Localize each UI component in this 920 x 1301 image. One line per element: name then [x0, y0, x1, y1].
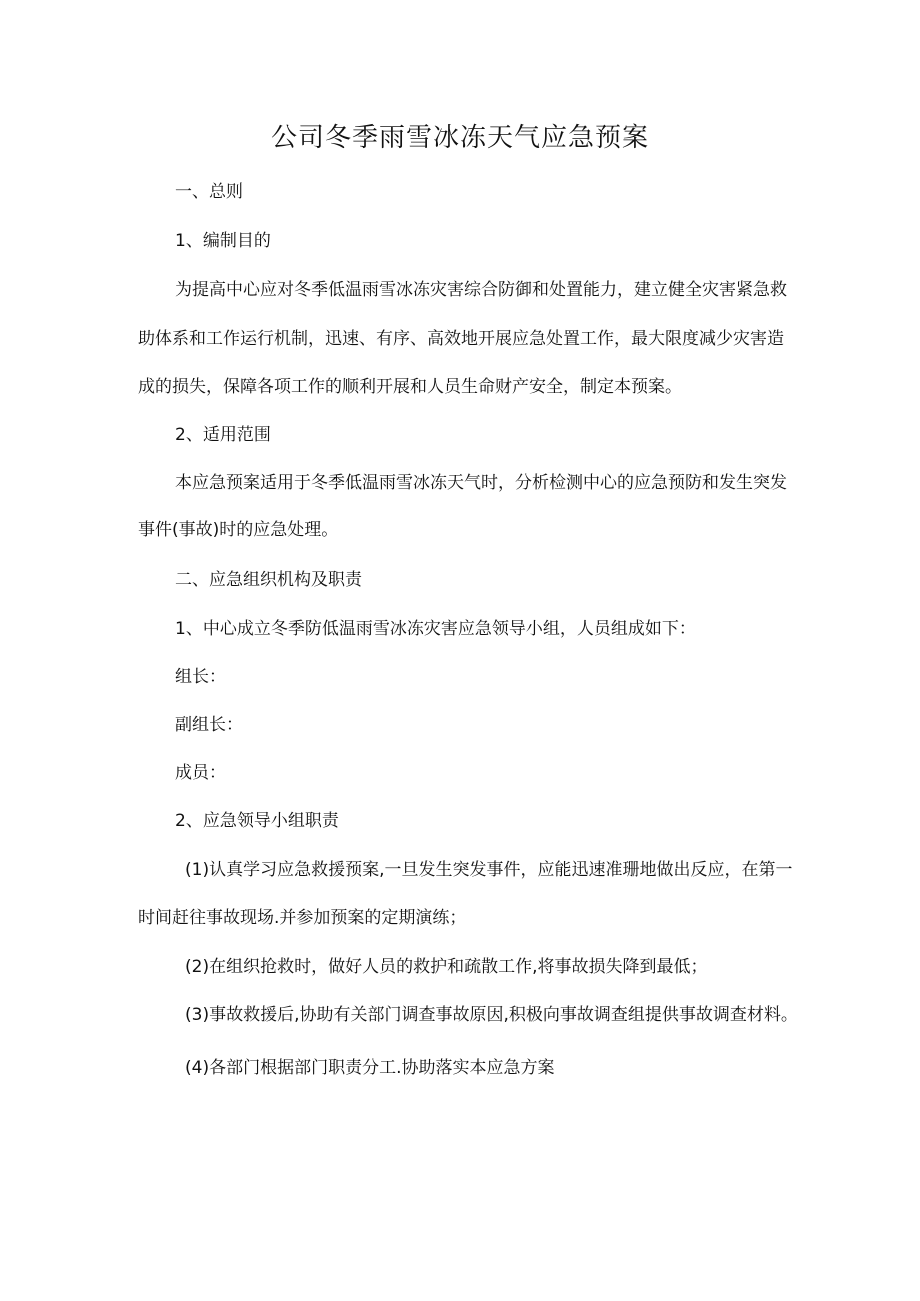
item2-2-heading: 2、应急领导小组职责 — [175, 811, 339, 831]
item2-1-heading: 1、中心成立冬季防低温雨雪冰冻灾害应急领导小组，人员组成如下： — [175, 619, 696, 639]
item1-1-text-line: 成的损失，保障各项工作的顺利开展和人员生命财产安全，制定本预案。 — [138, 377, 682, 397]
section2-heading: 二、应急组织机构及职责 — [175, 570, 362, 590]
duty4-line: (4)各部门根据部门职责分工.协助落实本应急方案 — [185, 1058, 555, 1078]
item1-1-text-line: 助体系和工作运行机制，迅速、有序、高效地开展应急处置工作，最大限度减少灾害造 — [138, 329, 784, 349]
section1-heading: 一、总则 — [175, 182, 243, 202]
item1-2-text-line: 本应急预案适用于冬季低温雨雪冰冻天气时，分析检测中心的应急预防和发生突发 — [175, 473, 787, 493]
duty2-line: (2)在组织抢救时，做好人员的救护和疏散工作,将事故损失降到最低； — [185, 957, 708, 977]
document-title: 公司冬季雨雪冰冻天气应急预案 — [270, 123, 649, 153]
item1-2-heading: 2、适用范围 — [175, 425, 271, 445]
leader-label: 组长： — [175, 667, 226, 687]
item1-1-text-line: 为提高中心应对冬季低温雨雪冰冻灾害综合防御和处置能力，建立健全灾害紧急救 — [175, 280, 787, 300]
duty1-line: 时间赶往事故现场.并参加预案的定期演练； — [138, 908, 467, 928]
deputy-label: 副组长： — [175, 715, 243, 735]
duty1-line: (1)认真学习应急救援预案,一旦发生突发事件，应能迅速准珊地做出反应，在第一 — [185, 860, 793, 880]
duty3-line: (3)事故救援后,协助有关部门调查事故原因,积极向事故调查组提供事故调查材料。 — [185, 1005, 798, 1025]
item1-1-heading: 1、编制目的 — [175, 231, 271, 251]
item1-2-text-line: 事件(事故)时的应急处理。 — [138, 520, 339, 540]
member-label: 成员： — [175, 763, 226, 783]
